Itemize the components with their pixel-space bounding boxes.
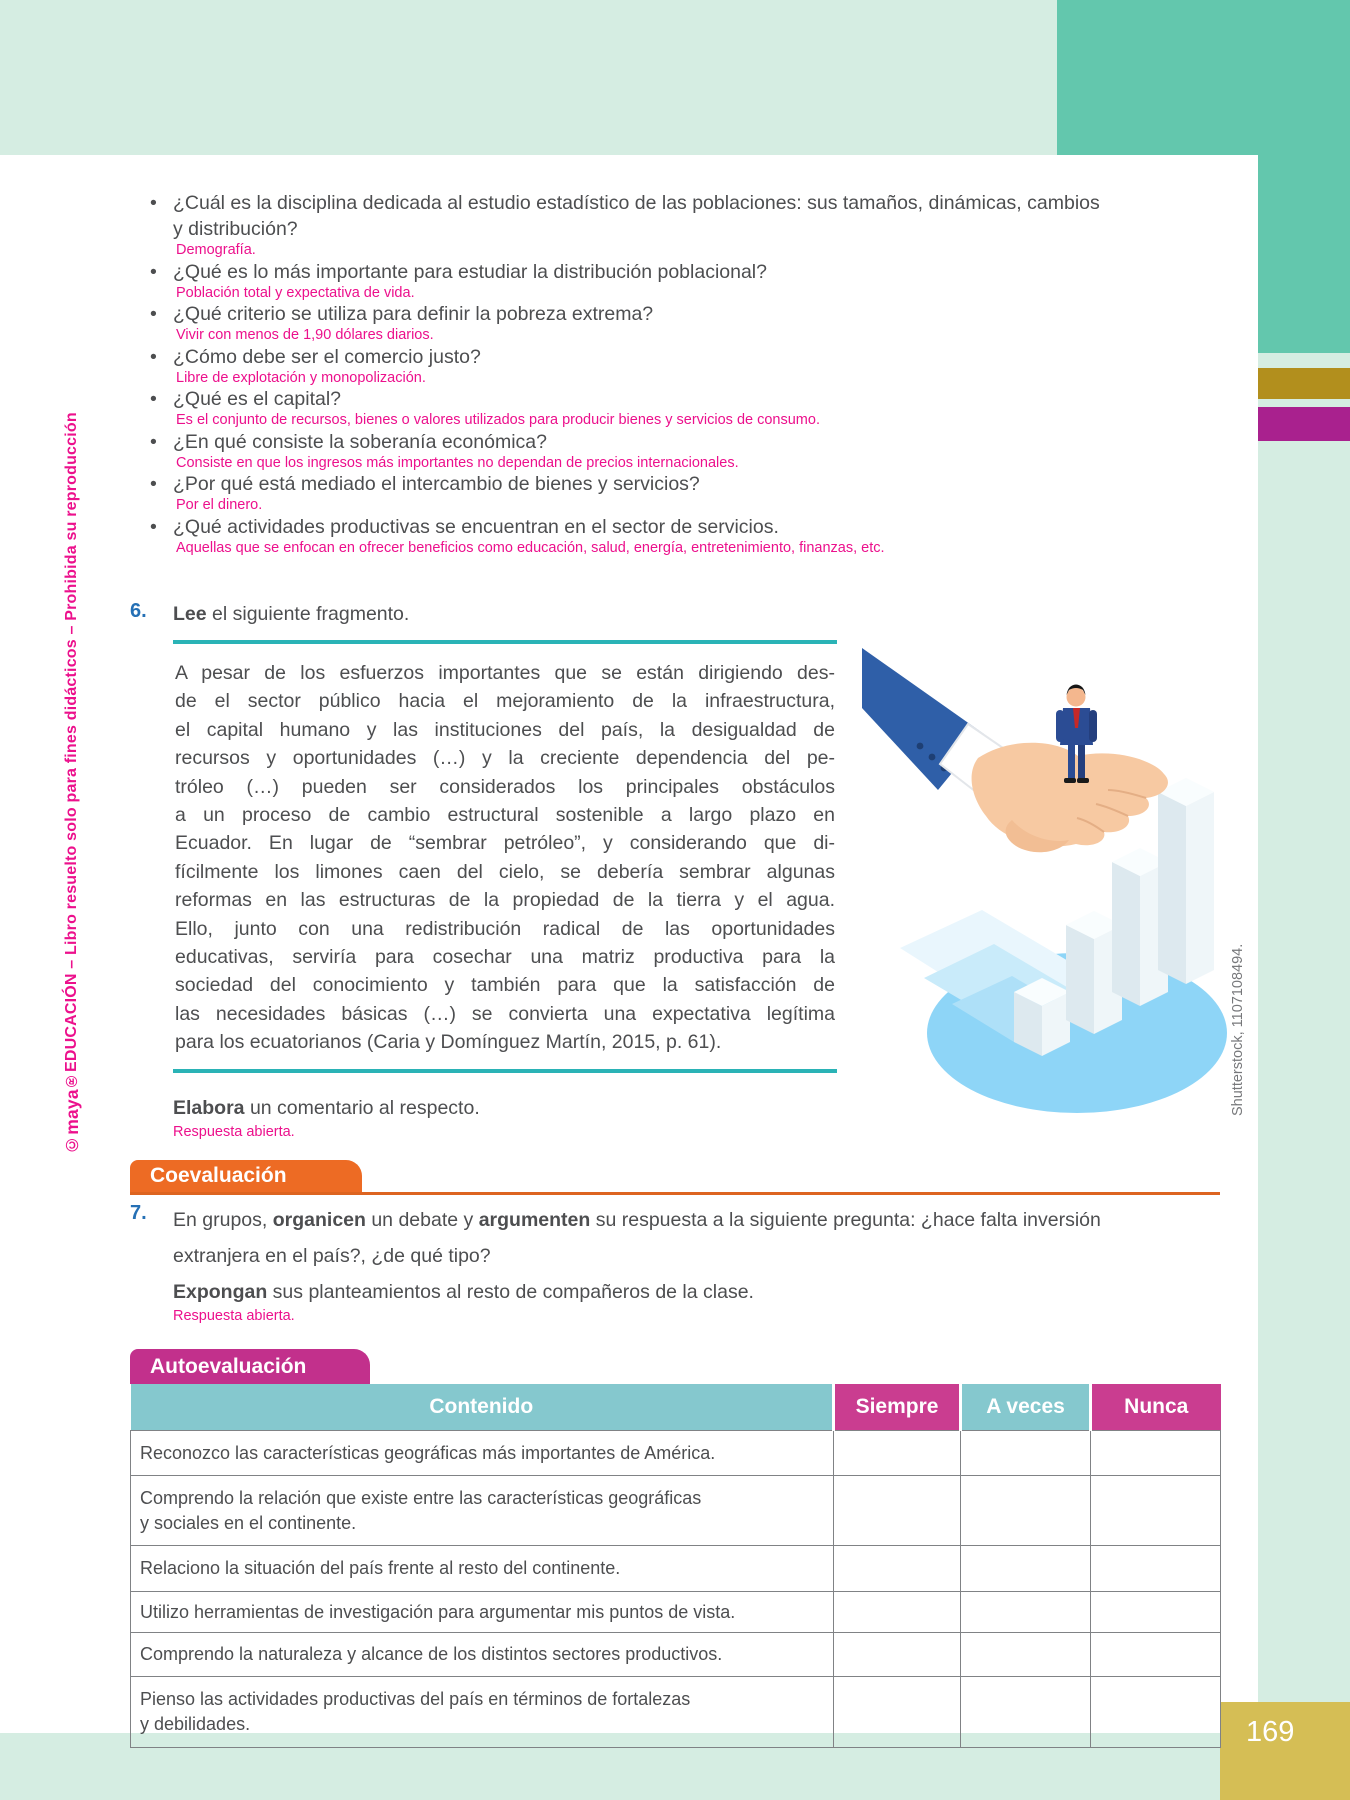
question-text: ¿Cómo debe ser el comercio justo? (173, 345, 481, 368)
activity6-lead (130, 600, 409, 628)
fragment-line: para los ecuatorianos (Caria y Domínguez Martín, 2015, p. 61). (175, 1031, 722, 1054)
mark-cell (961, 1476, 1091, 1546)
answer-text: Consiste en que los ingresos más importantes no dependan de precios internacionales. (176, 454, 739, 471)
answer-text: Población total y expectativa de vida. (176, 284, 415, 301)
top-mint-band (0, 0, 1057, 155)
q7-bold-word: argumenten (478, 1209, 591, 1231)
fragment-line: el capital humano y las instituciones del país, la desigualdad de (175, 718, 835, 741)
mark-cell (834, 1546, 961, 1592)
mark-cell (834, 1592, 961, 1633)
edition-copyright-sidebar (62, 410, 83, 1155)
table-body (131, 1431, 1221, 1748)
answer-text: Por el dinero. (176, 497, 263, 513)
fragment-line: Ello, junto con una redistribución radical de las oportunidades (175, 917, 835, 940)
q7-text (173, 1202, 1213, 1274)
bar-tallest (1158, 778, 1214, 984)
mark-cell (961, 1592, 1091, 1633)
bullet-icon: • (150, 388, 157, 410)
leg (1068, 742, 1075, 780)
mark-cell (834, 1431, 961, 1476)
top-teal-band (1057, 0, 1350, 155)
column-header-contenido: Contenido (131, 1384, 834, 1431)
mark-cell (961, 1546, 1091, 1592)
table-row (131, 1677, 1221, 1748)
q7-segment: extranjera en el país?, ¿de qué tipo? (173, 1245, 491, 1267)
activity6-verb: Lee (173, 603, 207, 625)
mark-cell (961, 1633, 1091, 1677)
column-header-nunca: Nunca (1091, 1384, 1221, 1431)
expongan-text: sus planteamientos al resto de compañeros de la clase. (267, 1281, 754, 1303)
fragment-line: las necesidades básicas (…) se convierta una expectativa legítima (175, 1002, 835, 1025)
answer-text: Vivir con menos de 1,90 dólares diarios. (176, 327, 434, 343)
question-text: ¿Qué actividades productivas se encuentran en el sector de servicios. (173, 515, 779, 538)
question-item (150, 344, 1210, 387)
right-magenta-bar (1258, 407, 1350, 441)
autoevaluacion-tab: Autoevaluación (130, 1349, 370, 1384)
fragment-line: Ecuador. En lugar de “sembrar petróleo”, y considerando que di- (175, 832, 835, 855)
bullet-icon: • (150, 260, 157, 283)
sleeve-button (929, 754, 936, 761)
right-gold-bar (1258, 368, 1350, 399)
shoe (1077, 778, 1089, 783)
illustration-svg (862, 648, 1234, 1118)
content-cell: Relaciono la situación del país frente al resto del continente. (131, 1546, 834, 1592)
content-cell: Comprendo la relación que existe entre las características geográficas y sociales en el continente. (131, 1476, 834, 1546)
arm (1089, 710, 1097, 742)
mark-cell (834, 1476, 961, 1546)
question-text: ¿Qué criterio se utiliza para definir la pobreza extrema? (173, 303, 654, 325)
fragment-line: recursos y oportunidades (…) y la creciente dependencia del pe- (175, 747, 835, 770)
mark-cell (1091, 1431, 1221, 1476)
question-item (150, 301, 1210, 344)
table-header-row (131, 1384, 1221, 1431)
shoe (1064, 778, 1076, 783)
question-text: ¿Qué es el capital? (173, 388, 342, 410)
q7-segment: un debate y (365, 1209, 479, 1231)
expongan-verb: Expongan (173, 1281, 268, 1303)
table-row (131, 1546, 1221, 1592)
question7-number: 7. (130, 1202, 147, 1224)
mark-cell (1091, 1546, 1221, 1592)
question-item (150, 471, 1210, 514)
mark-cell (1091, 1592, 1221, 1633)
coevaluacion-tab: Coevaluación (130, 1160, 362, 1192)
coevaluacion-task (173, 1278, 1073, 1326)
content-cell: Comprendo la naturaleza y alcance de los distintos sectores productivos. (131, 1633, 834, 1677)
image-credit: Shutterstock, 1107108494. (1230, 943, 1246, 1116)
bullet-icon: • (150, 473, 157, 495)
publisher-logo-text: ©maya (62, 1089, 82, 1155)
page-number: 169 (1246, 1716, 1295, 1748)
mark-cell (1091, 1476, 1221, 1546)
question-text: ¿Por qué está mediado el intercambio de bienes y servicios? (173, 473, 700, 495)
bar-small (1014, 978, 1070, 1056)
page-number-block (1220, 1702, 1350, 1800)
self-evaluation-table (130, 1384, 1221, 1748)
table-row (131, 1476, 1221, 1546)
content-cell: Pienso las actividades productivas del país en términos de fortalezas y debilidades. (131, 1677, 834, 1748)
mark-cell (961, 1431, 1091, 1476)
elabora-verb: Elabora (173, 1097, 245, 1119)
fragment-line: fícilmente los limones caen del cielo, se debería sembrar algunas (175, 860, 835, 883)
review-questions-list (150, 190, 1210, 556)
copyright-notice: ®EDUCACIÓN – Libro resuelto solo para fines didácticos – Prohibida su reproducción (63, 412, 80, 1090)
q7-segment: En grupos, (173, 1209, 273, 1231)
offering-hand-graphic (862, 648, 1168, 852)
question-item (150, 514, 1210, 557)
open-answer-note: Respuesta abierta. (173, 1308, 295, 1324)
activity6-number: 6. (130, 600, 147, 622)
fragment-line: A pesar de los esfuerzos importantes que se están dirigiendo des- (175, 662, 835, 684)
mark-cell (961, 1677, 1091, 1748)
answer-text: Libre de explotación y monopolización. (176, 369, 426, 386)
column-header-siempre: Siempre (834, 1384, 961, 1431)
activity6-lead-text: el siguiente fragmento. (206, 603, 410, 625)
arm (1056, 710, 1064, 742)
content-cell: Utilizo herramientas de investigación para argumentar mis puntos de vista. (131, 1592, 834, 1633)
table-row (131, 1633, 1221, 1677)
answer-text: Demografía. (176, 242, 256, 258)
bullet-icon: • (150, 345, 157, 368)
fragment-line: reformas en las estructuras de la propiedad de la tierra y el agua. (175, 889, 835, 912)
mark-cell (834, 1677, 961, 1748)
question-item (150, 429, 1210, 472)
question-text: ¿Qué es lo más importante para estudiar la distribución poblacional? (173, 260, 767, 283)
question-text: ¿En qué consiste la soberanía económica? (173, 430, 547, 453)
leg (1078, 742, 1085, 780)
head (1067, 688, 1086, 707)
coevaluacion-section-rule (130, 1160, 1220, 1195)
table-row (131, 1431, 1221, 1476)
bullet-icon: • (150, 515, 157, 538)
answer-text: Es el conjunto de recursos, bienes o valores utilizados para producir bienes y servicios de consumo. (176, 412, 820, 428)
question7 (130, 1202, 1213, 1274)
question-item (150, 190, 1210, 259)
answer-text: Aquellas que se enfocan en ofrecer beneficios como educación, salud, energía, entretenimiento, finanzas, etc. (176, 539, 885, 556)
mark-cell (1091, 1633, 1221, 1677)
elabora-text: un comentario al respecto. (244, 1097, 480, 1119)
fragment-line: educativas, serviría para cosechar una matriz productiva para la (175, 946, 835, 969)
column-header-a-veces: A veces (961, 1384, 1091, 1431)
question-item (150, 259, 1210, 302)
q7-bold-word: organicen (272, 1209, 366, 1231)
mark-cell (1091, 1677, 1221, 1748)
fragment-line: de el sector público hacia el mejoramiento de la infraestructura, (175, 690, 835, 713)
open-answer-note: Respuesta abierta. (173, 1124, 295, 1140)
reading-fragment (173, 640, 837, 1073)
bullet-icon: • (150, 430, 157, 453)
question-text: ¿Cuál es la disciplina dedicada al estudio estadístico de las poblaciones: sus tamaños, dinámicas, cambios y distribución? (173, 192, 1100, 240)
fragment-line: tróleo (…) pueden ser considerados los principales obstáculos (175, 775, 835, 798)
bullet-icon: • (150, 303, 157, 325)
right-mint-strip (1258, 353, 1350, 1702)
bullet-icon: • (150, 192, 157, 214)
content-cell: Reconozco las características geográficas más importantes de América. (131, 1431, 834, 1476)
hand-growth-illustration (862, 648, 1234, 1118)
table-row (131, 1592, 1221, 1633)
fragment-line: sociedad del conocimiento y también para que la satisfacción de (175, 974, 835, 997)
right-teal-strip (1258, 155, 1350, 353)
sleeve-button (917, 743, 924, 750)
fragment-line: a un proceso de cambio estructural sostenible a largo plazo en (175, 804, 835, 827)
mark-cell (834, 1633, 961, 1677)
activity6-followup (173, 1094, 1073, 1142)
question-item (150, 386, 1210, 429)
q7-segment: su respuesta a la siguiente pregunta: ¿hace falta inversión (590, 1209, 1101, 1231)
